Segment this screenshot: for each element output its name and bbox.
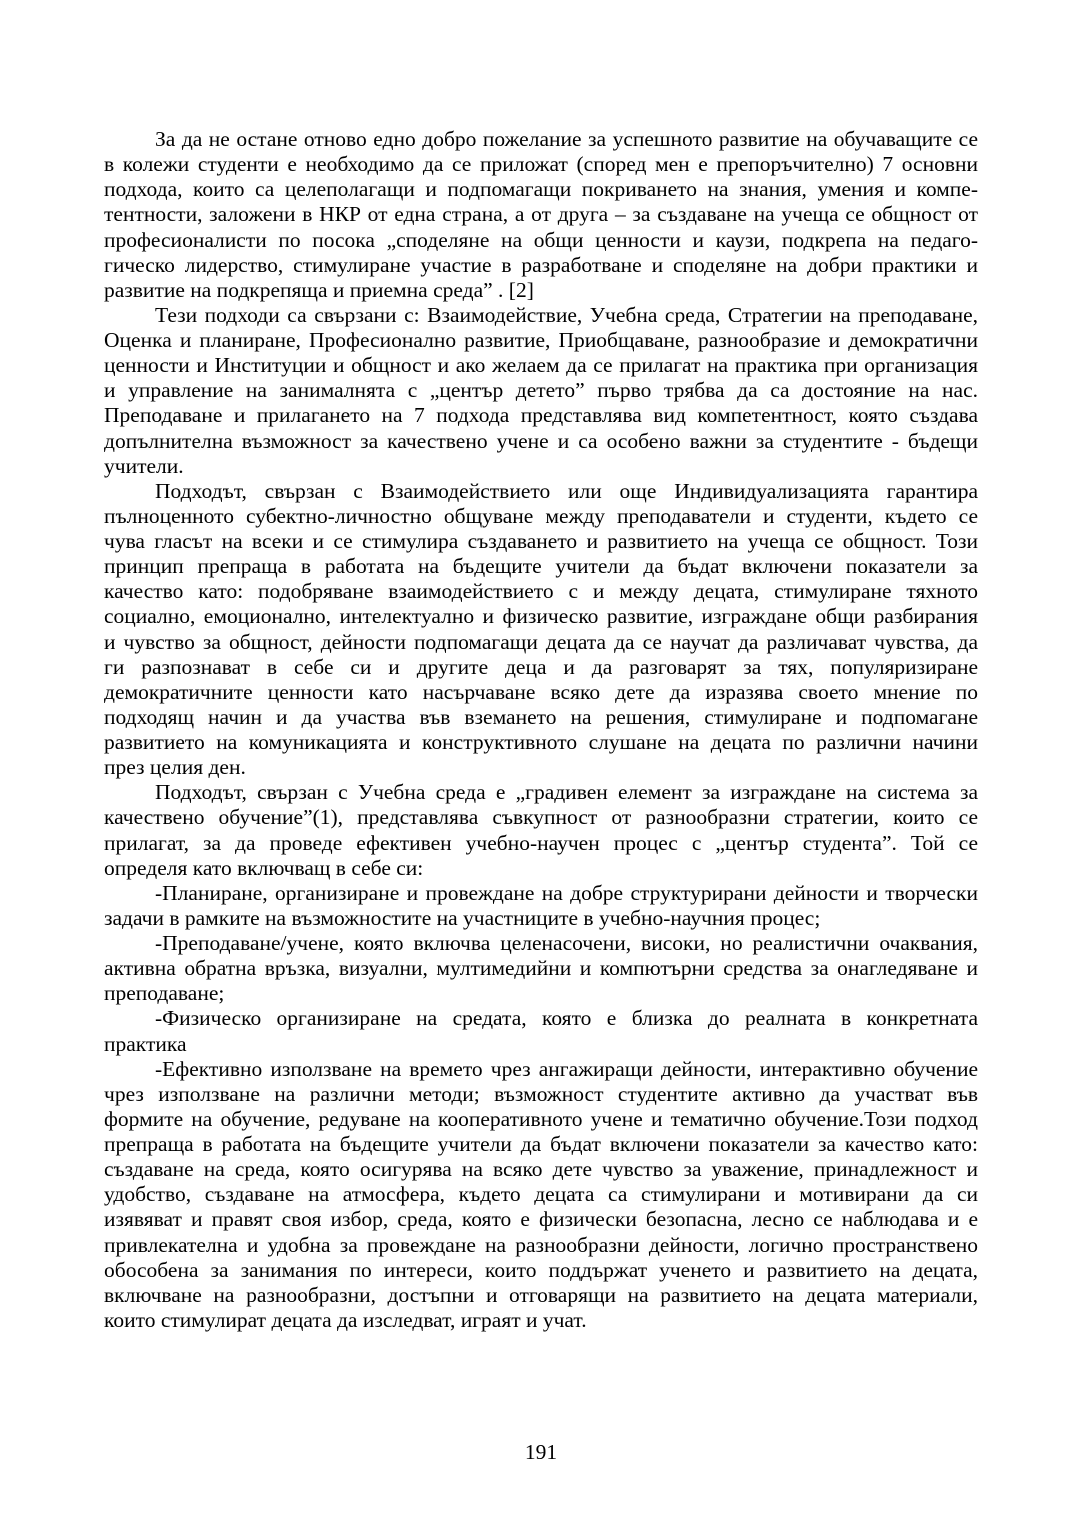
text-line: Подходът, свързан с Учебна среда е „градивен елемент за изграждане на система за bbox=[155, 780, 978, 805]
text-line: професионалисти по посока „споделяне на общи ценности и каузи, подкрепа на педаго- bbox=[104, 227, 978, 252]
text-line: през целия ден. bbox=[104, 755, 246, 780]
text-line: гическо лидерство, стимулиране участие в разработване и споделяне на добри практики и bbox=[104, 252, 978, 277]
paragraph bbox=[104, 1006, 978, 1056]
text-line: ценности и Институции и общност и ако желаем да се прилагат на практика при организация bbox=[104, 353, 978, 378]
text-line: Преподаване и прилагането на 7 подхода представлява вид компетентност, която създава bbox=[104, 403, 978, 428]
text-line: подхода, които са целеполагащи и подпомагащи покриването на знания, умения и компе- bbox=[104, 177, 978, 202]
text-line: подходящ начин и да участва във вземането на решения, стимулиране и подпомагане bbox=[104, 704, 978, 729]
text-line: създаване на среда, която осигурява на всяко дете чувство за уважение, принадлежност и bbox=[104, 1157, 978, 1182]
text-line: удобство, създаване на атмосфера, където децата са стимулирани и мотивирани да си bbox=[104, 1182, 978, 1207]
text-line: преподаване; bbox=[104, 981, 225, 1006]
paragraph bbox=[104, 127, 978, 303]
text-line: социално, емоционално, интелектуално и физическо развитие, изграждане общи разбирания bbox=[104, 604, 978, 629]
paragraph bbox=[104, 881, 978, 931]
page-number: 191 bbox=[524, 1440, 558, 1464]
text-line: активна обратна връзка, визуални, мултимедийни и компютърни средства за онагледяване и bbox=[104, 956, 978, 981]
text-line: които стимулират децата да изследват, играят и учат. bbox=[104, 1307, 587, 1332]
text-line: практика bbox=[104, 1031, 187, 1056]
text-line: Оценка и планиране, Професионално развитие, Приобщаване, разнообразие и демократични bbox=[104, 328, 978, 352]
text-line: прилагат, за да проведе ефективен учебно-научен процес с „център студента”. Той се bbox=[104, 830, 978, 855]
text-line: тентности, заложени в НКР от една страна, а от друга – за създаване на учеща се общност от bbox=[104, 202, 978, 227]
paragraph bbox=[104, 479, 978, 781]
paragraph bbox=[104, 931, 978, 1006]
text-line: чрез използване на различни методи; възможност студентите активно да участват във bbox=[104, 1081, 978, 1106]
text-line: За да не остане отново едно добро пожелание за успешното развитие на обучаващите се bbox=[155, 127, 978, 151]
text-line: чува гласът на всеки и се стимулира създаването и развитието на учеща се общност. Този bbox=[104, 529, 978, 553]
text-line: определя като включващ в себе си: bbox=[104, 855, 424, 880]
text-line: формите на обучение, редуване на кооперативното учене и тематично обучение.Този подход bbox=[104, 1106, 978, 1131]
text-line: изявяват и правят своя избор, среда, която е физически безопасна, лесно се наблюдава и е bbox=[104, 1207, 978, 1232]
paragraph bbox=[104, 780, 978, 881]
text-line: -Ефективно използване на времето чрез ангажиращи дейности, интерактивно обучение bbox=[155, 1056, 978, 1081]
text-line: учители. bbox=[104, 453, 184, 478]
text-line: развитие на подкрепяща и приемна среда” . [2] bbox=[104, 277, 534, 302]
text-line: принцип препраща в работата на бъдещите учители да бъдат включени показатели за bbox=[104, 554, 978, 579]
text-line: демократичните ценности като насърчаване всяко дете да изразява своето мнение по bbox=[104, 679, 978, 704]
text-line: Подходът, свързан с Взаимодействието или още Индивидуализацията гарантира bbox=[155, 478, 978, 503]
text-line: пълноценното субектно-личностно общуване между преподаватели и студенти, където се bbox=[104, 503, 978, 528]
text-line: допълнителна възможност за качествено учене и са особено важни за студентите - бъдещи bbox=[104, 428, 978, 453]
text-line: привлекателна и удобна за провеждане на разнообразни дейности, логично пространствено bbox=[104, 1232, 978, 1257]
text-line: развитието на комуникацията и конструктивното слушане на децата по различни начини bbox=[104, 730, 978, 754]
text-line: качество като: подобряване взаимодействието с и между децата, стимулиране тяхното bbox=[104, 579, 978, 604]
text-line: Тези подходи са свързани с: Взаимодействие, Учебна среда, Стратегии на преподаване, bbox=[155, 302, 978, 327]
text-line: препраща в работата на бъдещите учители да бъдат включени показатели за качество като: bbox=[104, 1132, 978, 1156]
text-line: -Преподаване/учене, която включва целенасочени, високи, но реалистични очаквания, bbox=[155, 931, 978, 955]
text-line: обособена за занимания по интереси, които поддържат ученето и развитието на децата, bbox=[104, 1257, 978, 1282]
text-line: ги разпознават в себе си и другите деца и да разговарят за тях, популяризиране bbox=[104, 654, 978, 679]
text-line: и чувство за общност, дейности подпомагащи децата да се научат да различават чувства, да bbox=[104, 629, 978, 654]
text-line: -Планиране, организиране и провеждане на добре структурирани дейности и творчески bbox=[155, 880, 978, 905]
text-line: и управление на занималнята с „център детето” първо трябва да са достояние на нас. bbox=[104, 378, 978, 403]
body-text bbox=[104, 127, 978, 1333]
text-line: -Физическо организиране на средата, която е близка до реалната в конкретната bbox=[155, 1006, 978, 1031]
text-line: задачи в рамките на възможностите на участниците в учебно-научния процес; bbox=[104, 905, 821, 930]
text-line: в колежи студенти е необходимо да се приложат (според мен е препоръчително) 7 основни bbox=[104, 152, 978, 177]
paragraph bbox=[104, 303, 978, 479]
paragraph bbox=[104, 1057, 978, 1333]
text-line: качествено обучение”(1), представлява съвкупност от разнообразни стратегии, които се bbox=[104, 805, 978, 830]
text-line: включване на разнообразни, достъпни и отговарящи на развитието на децата материали, bbox=[104, 1282, 978, 1307]
